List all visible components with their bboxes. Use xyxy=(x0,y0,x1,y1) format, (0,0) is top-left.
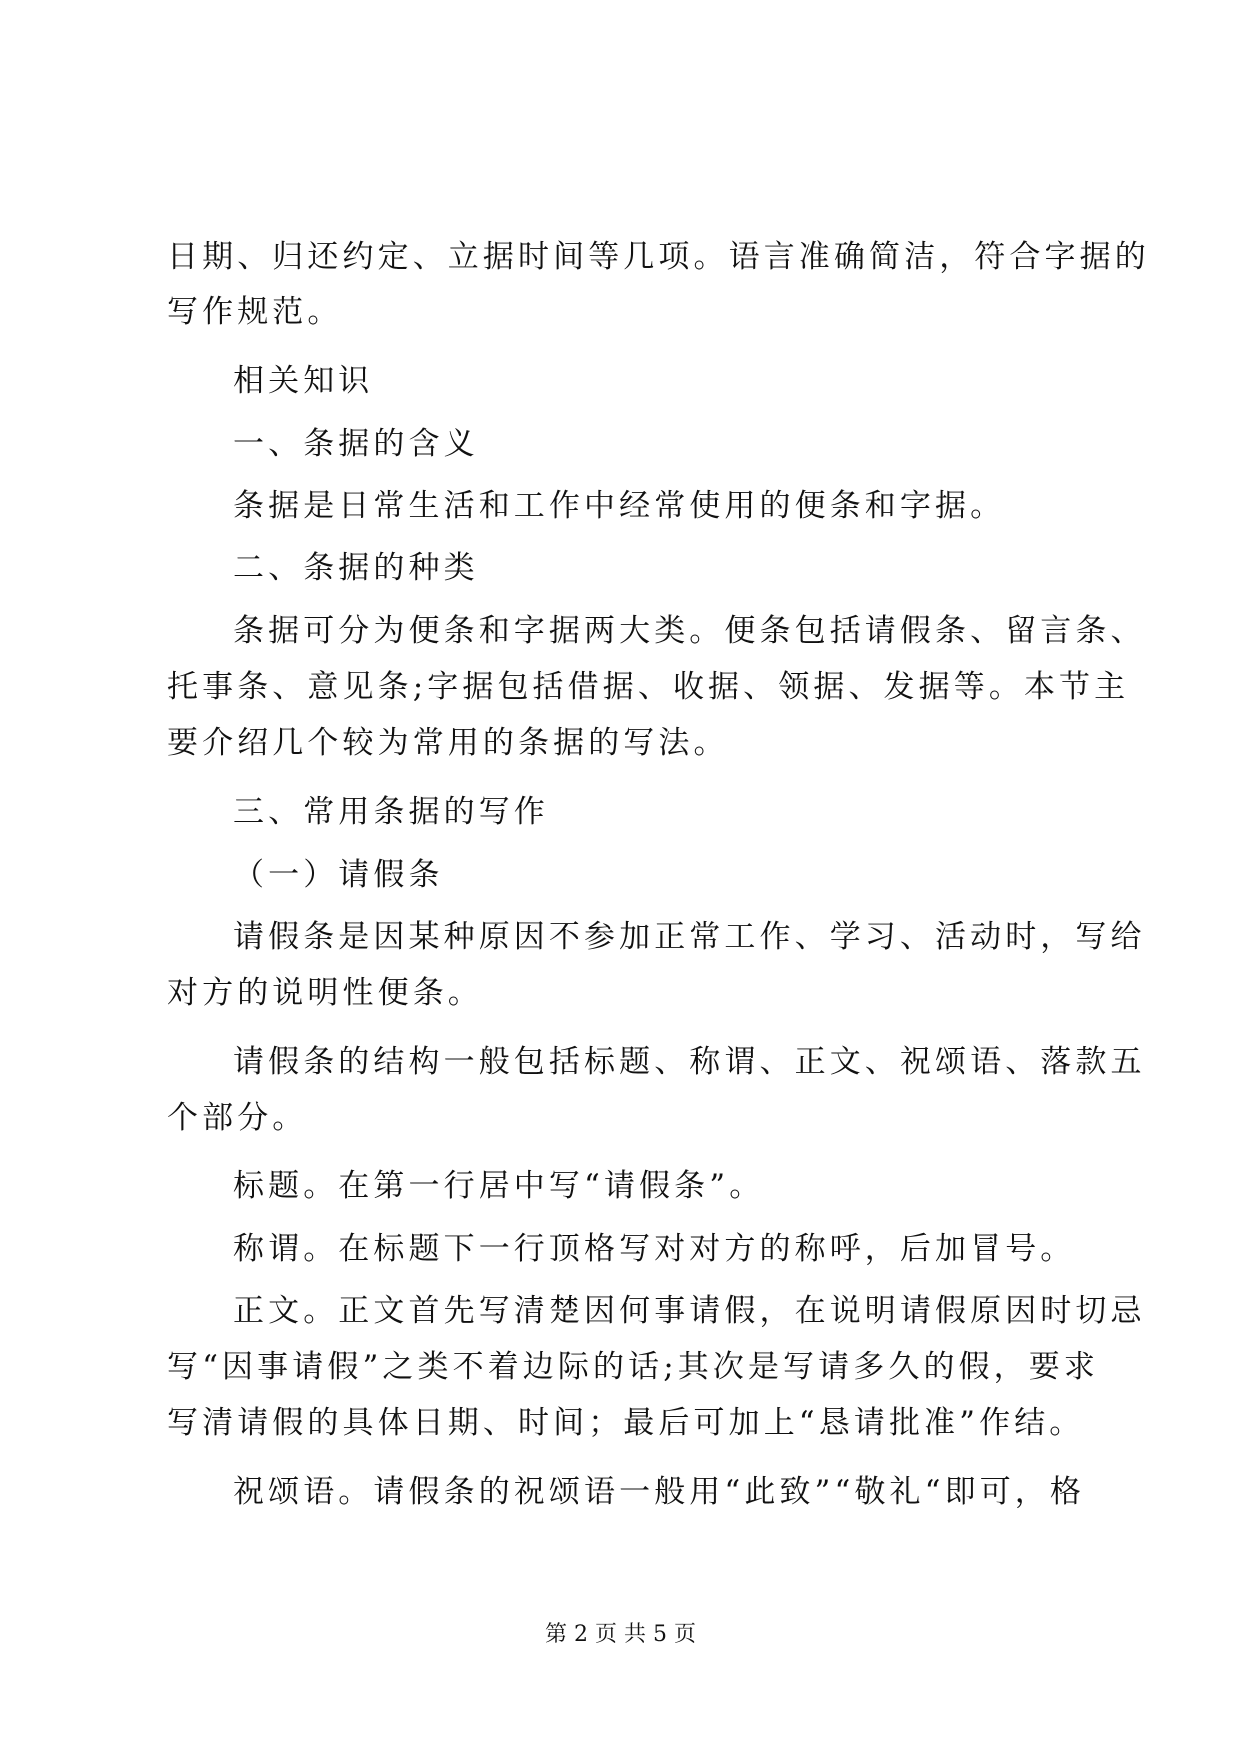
text-line: 祝颂语。请假条的祝颂语一般用“此致”“敬礼“即可，格 xyxy=(233,1474,1085,1510)
section-heading: 相关知识 xyxy=(233,363,374,399)
text-line: 要介绍几个较为常用的条据的写法。 xyxy=(167,725,729,761)
text-line: 条据可分为便条和字据两大类。便条包括请假条、留言条、 xyxy=(233,613,1146,649)
text-line: 对方的说明性便条。 xyxy=(167,975,483,1011)
text-line: 正文。正文首先写清楚因何事请假，在说明请假原因时切忌 xyxy=(233,1293,1146,1329)
text-line: 托事条、意见条;字据包括借据、收据、领据、发据等。本节主 xyxy=(167,669,1130,705)
text-line: 日期、归还约定、立据时间等几项。语言准确简洁，符合字据的 xyxy=(167,239,1150,275)
page-number-footer: 第 2 页 共 5 页 xyxy=(545,1622,696,1647)
text-line: 写“因事请假”之类不着边际的话;其次是写请多久的假，要求 xyxy=(167,1349,1099,1385)
subsection-heading: （一）请假条 xyxy=(233,857,444,893)
text-line: 请假条的结构一般包括标题、称谓、正文、祝颂语、落款五 xyxy=(233,1044,1146,1080)
section-heading: 三、常用条据的写作 xyxy=(233,794,549,830)
text-line: 个部分。 xyxy=(167,1100,308,1136)
text-line: 称谓。在标题下一行顶格写对对方的称呼，后加冒号。 xyxy=(233,1231,1076,1267)
text-line: 条据是日常生活和工作中经常使用的便条和字据。 xyxy=(233,488,1006,524)
section-heading: 一、条据的含义 xyxy=(233,426,479,462)
text-line: 写作规范。 xyxy=(167,294,343,330)
text-line: 请假条是因某种原因不参加正常工作、学习、活动时，写给 xyxy=(233,919,1146,955)
section-heading: 二、条据的种类 xyxy=(233,550,479,586)
text-line: 标题。在第一行居中写“请假条”。 xyxy=(233,1168,765,1204)
text-line: 写清请假的具体日期、时间；最后可加上“恳请批准”作结。 xyxy=(167,1405,1085,1441)
